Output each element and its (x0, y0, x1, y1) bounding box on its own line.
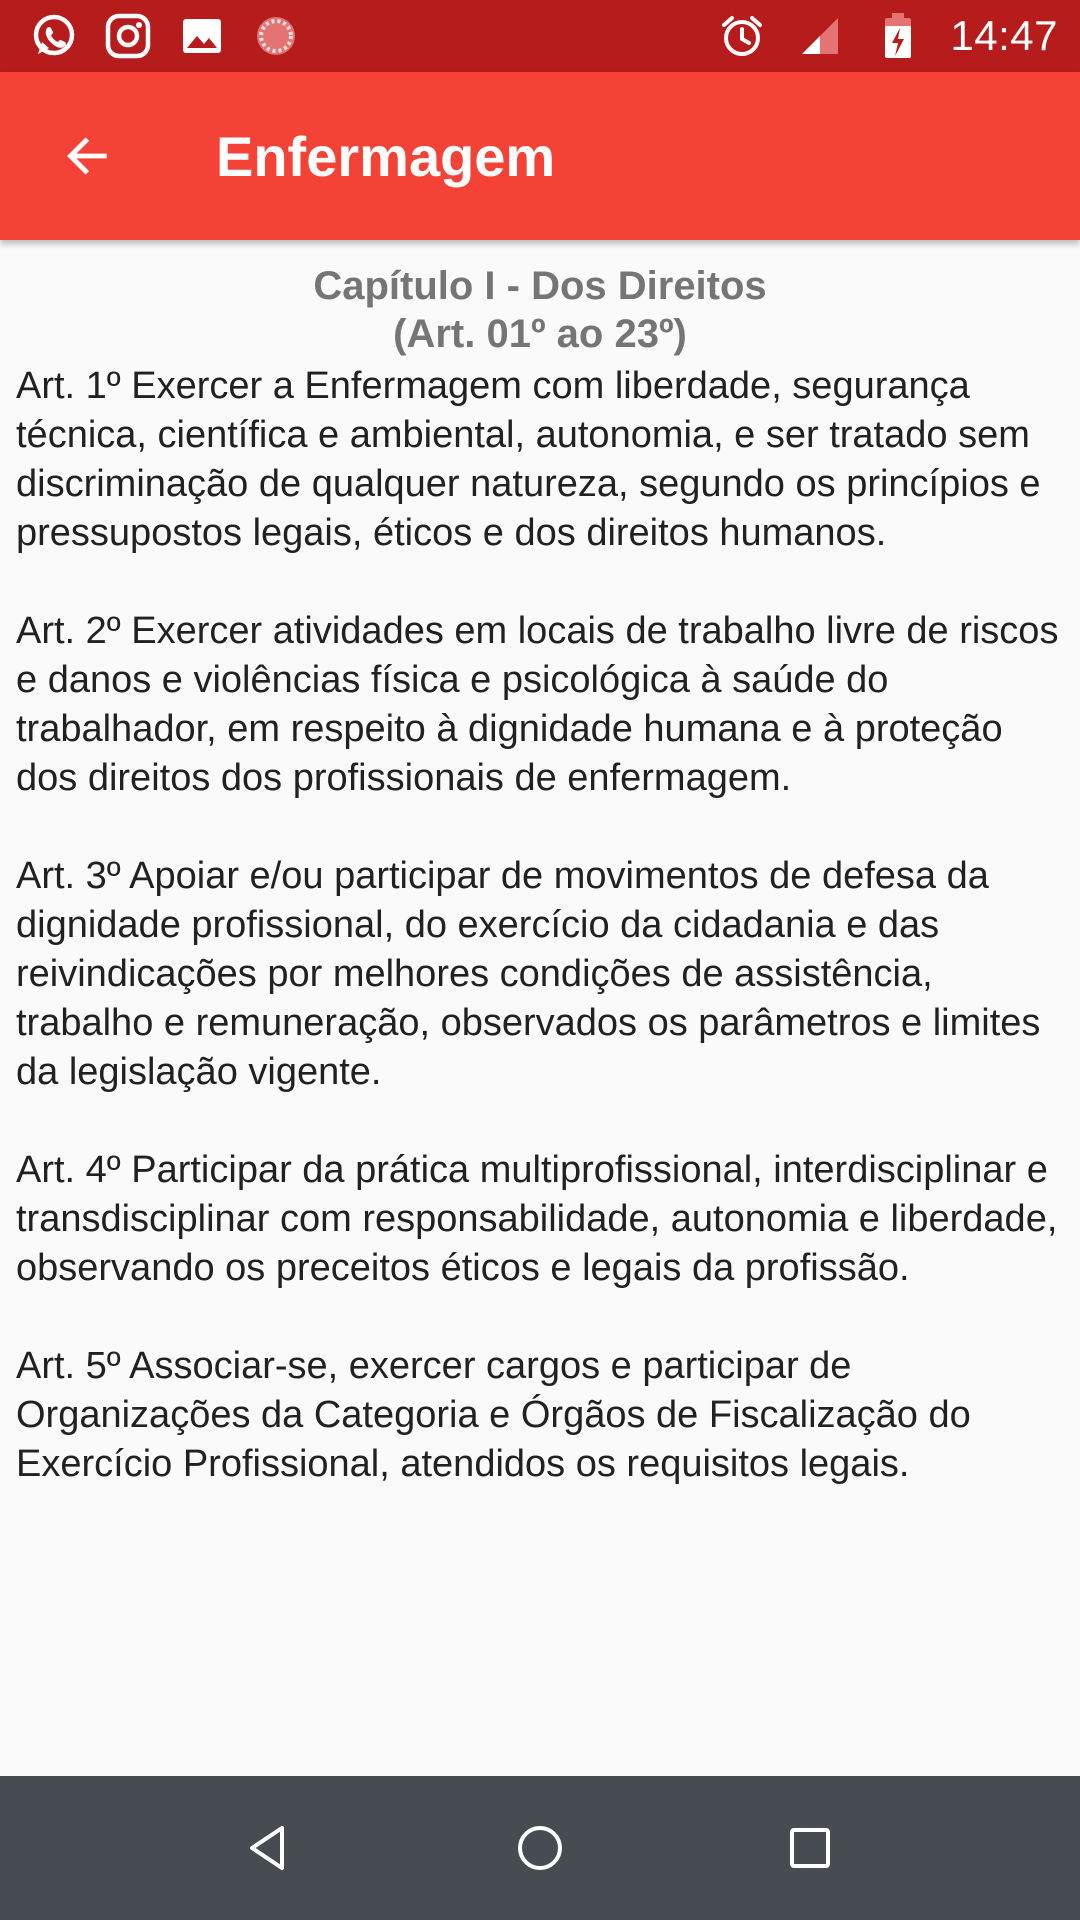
battery-charging-icon (872, 10, 924, 62)
back-triangle-icon (242, 1822, 294, 1874)
signal-icon (794, 10, 846, 62)
loading-icon (250, 10, 302, 62)
app-bar (0, 72, 1080, 240)
alarm-icon (716, 10, 768, 62)
articles-list (0, 358, 1080, 1489)
arrow-back-icon (60, 128, 116, 184)
gallery-icon (176, 10, 228, 62)
nav-back-button[interactable] (232, 1812, 304, 1884)
home-circle-icon (514, 1822, 566, 1874)
nav-home-button[interactable] (504, 1812, 576, 1884)
clock-time: 14:47 (950, 12, 1058, 59)
notification-icons (28, 10, 302, 62)
system-status (716, 10, 1058, 62)
nav-recents-button[interactable] (774, 1812, 846, 1884)
chapter-title (0, 240, 1080, 358)
content-scroll-area[interactable] (0, 240, 1080, 1614)
app-title: Enfermagem (216, 125, 556, 188)
navigation-bar (0, 1776, 1080, 1920)
whatsapp-icon (28, 10, 80, 62)
article-4: Art. 4º Participar da prática multiprofissional, interdisciplinar e transdisciplinar com responsabilidade, autonomia e liberdade, observando os preceitos éticos e legais da profissão. (16, 1149, 1058, 1289)
article-1: Art. 1º Exercer a Enfermagem com liberdade, segurança técnica, científica e ambiental, autonomia, e ser tratado sem discriminação de qualquer natureza, segundo os princípios e pressupostos legais, éticos e dos direitos humanos. (16, 365, 1041, 554)
chapter-title-line2: (Art. 01º ao 23º) (393, 312, 687, 356)
status-bar (0, 0, 1080, 72)
article-3: Art. 3º Apoiar e/ou participar de movimentos de defesa da dignidade profissional, do exercício da cidadania e das reivindicações por melhores condições de assistência, trabalho e remuneração, observados os parâmetros e limites da legislação vigente. (16, 855, 1041, 1093)
article-2: Art. 2º Exercer atividades em locais de trabalho livre de riscos e danos e violências física e psicológica à saúde do trabalhador, em respeito à dignidade humana e à proteção dos direitos dos profissionais de enfermagem. (16, 610, 1059, 799)
back-button[interactable] (40, 108, 136, 204)
chapter-title-line1: Capítulo I - Dos Direitos (313, 264, 767, 308)
article-5: Art. 5º Associar-se, exercer cargos e participar de Organizações da Categoria e Órgãos de Fiscalização do Exercício Profissional, atendidos os requisitos legais. (16, 1345, 971, 1485)
instagram-icon (102, 10, 154, 62)
recents-square-icon (784, 1822, 836, 1874)
